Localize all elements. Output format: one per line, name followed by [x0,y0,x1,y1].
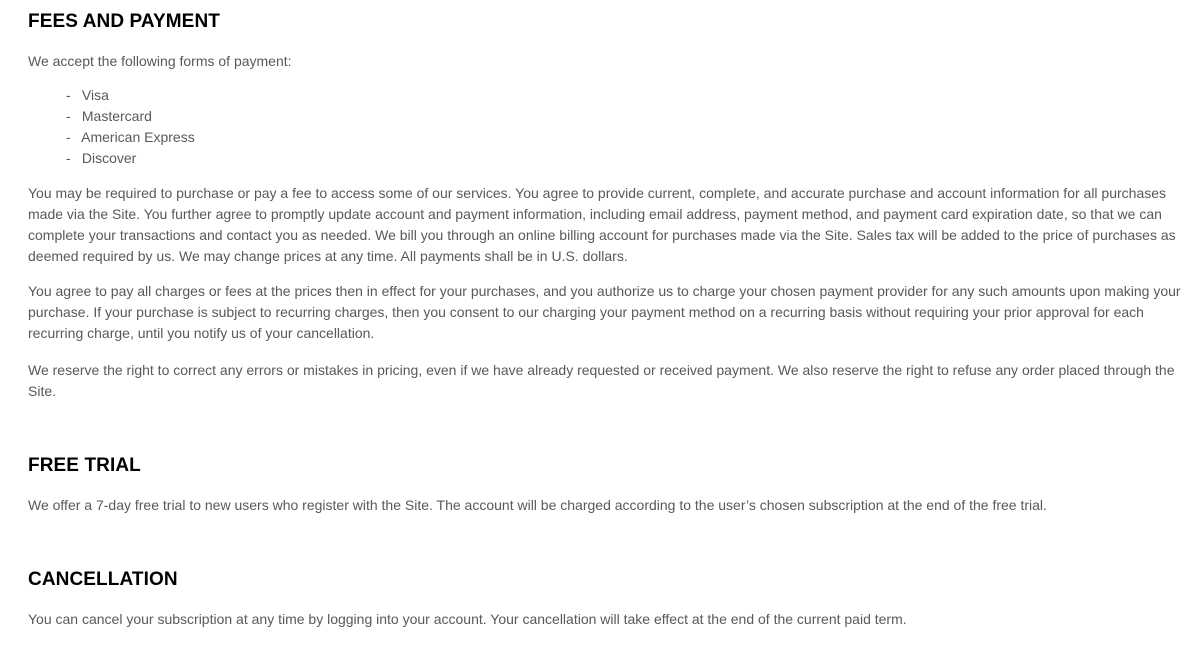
payment-methods-list [28,85,1181,169]
terms-document [0,11,1201,630]
body-paragraph: You agree to pay all charges or fees at the prices then in effect for your purchases, and you authorize us to charge your chosen payment provider for any such amounts upon making your purchase. If your purchase is subject to recurring charges, then you consent to our charging your payment method on a recurring basis without requiring your prior approval for each recurring charge, until you notify us of your cancellation. [28,283,1181,341]
dash-marker: - [66,150,71,166]
section-heading: CANCELLATION [28,569,178,590]
body-paragraph: We reserve the right to correct any errors or mistakes in pricing, even if we have already requested or received payment. We also reserve the right to refuse any order placed through the Site. [28,362,1175,399]
body-paragraph: You can cancel your subscription at any time by logging into your account. Your cancellation will take effect at the end of the current paid term. [28,611,907,627]
list-item [66,85,1181,106]
dash-marker: - [66,108,71,124]
dash-marker: - [66,87,71,103]
section-heading: FEES AND PAYMENT [28,11,220,32]
fees-and-payment-section [28,11,1181,402]
body-paragraph: We offer a 7-day free trial to new users who register with the Site. The account will be charged according to the user’s chosen subscription at the end of the free trial. [28,497,1047,513]
payment-method-label: Visa [81,87,109,103]
section-heading: FREE TRIAL [28,455,141,476]
list-item [66,148,1181,169]
payment-method-label: American Express [81,129,195,145]
payment-method-label: Discover [81,150,137,166]
list-item [66,127,1181,148]
dash-marker: - [66,129,71,145]
body-paragraph: You may be required to purchase or pay a fee to access some of our services. You agree to provide current, complete, and accurate purchase and account information for all purchases made via the Site. You further agree to promptly update account and payment information, including email address, payment method, and payment card expiration date, so that we can complete your transactions and contact you as needed. We bill you through an online billing account for purchases made via the Site. Sales tax will be added to the price of purchases as deemed required by us. We may change prices at any time. All payments shall be in U.S. dollars. [28,185,1176,264]
list-item [66,106,1181,127]
cancellation-section [28,569,1181,630]
free-trial-section [28,455,1181,516]
payment-method-label: Mastercard [81,108,152,124]
payment-intro-text: We accept the following forms of payment: [28,53,292,69]
